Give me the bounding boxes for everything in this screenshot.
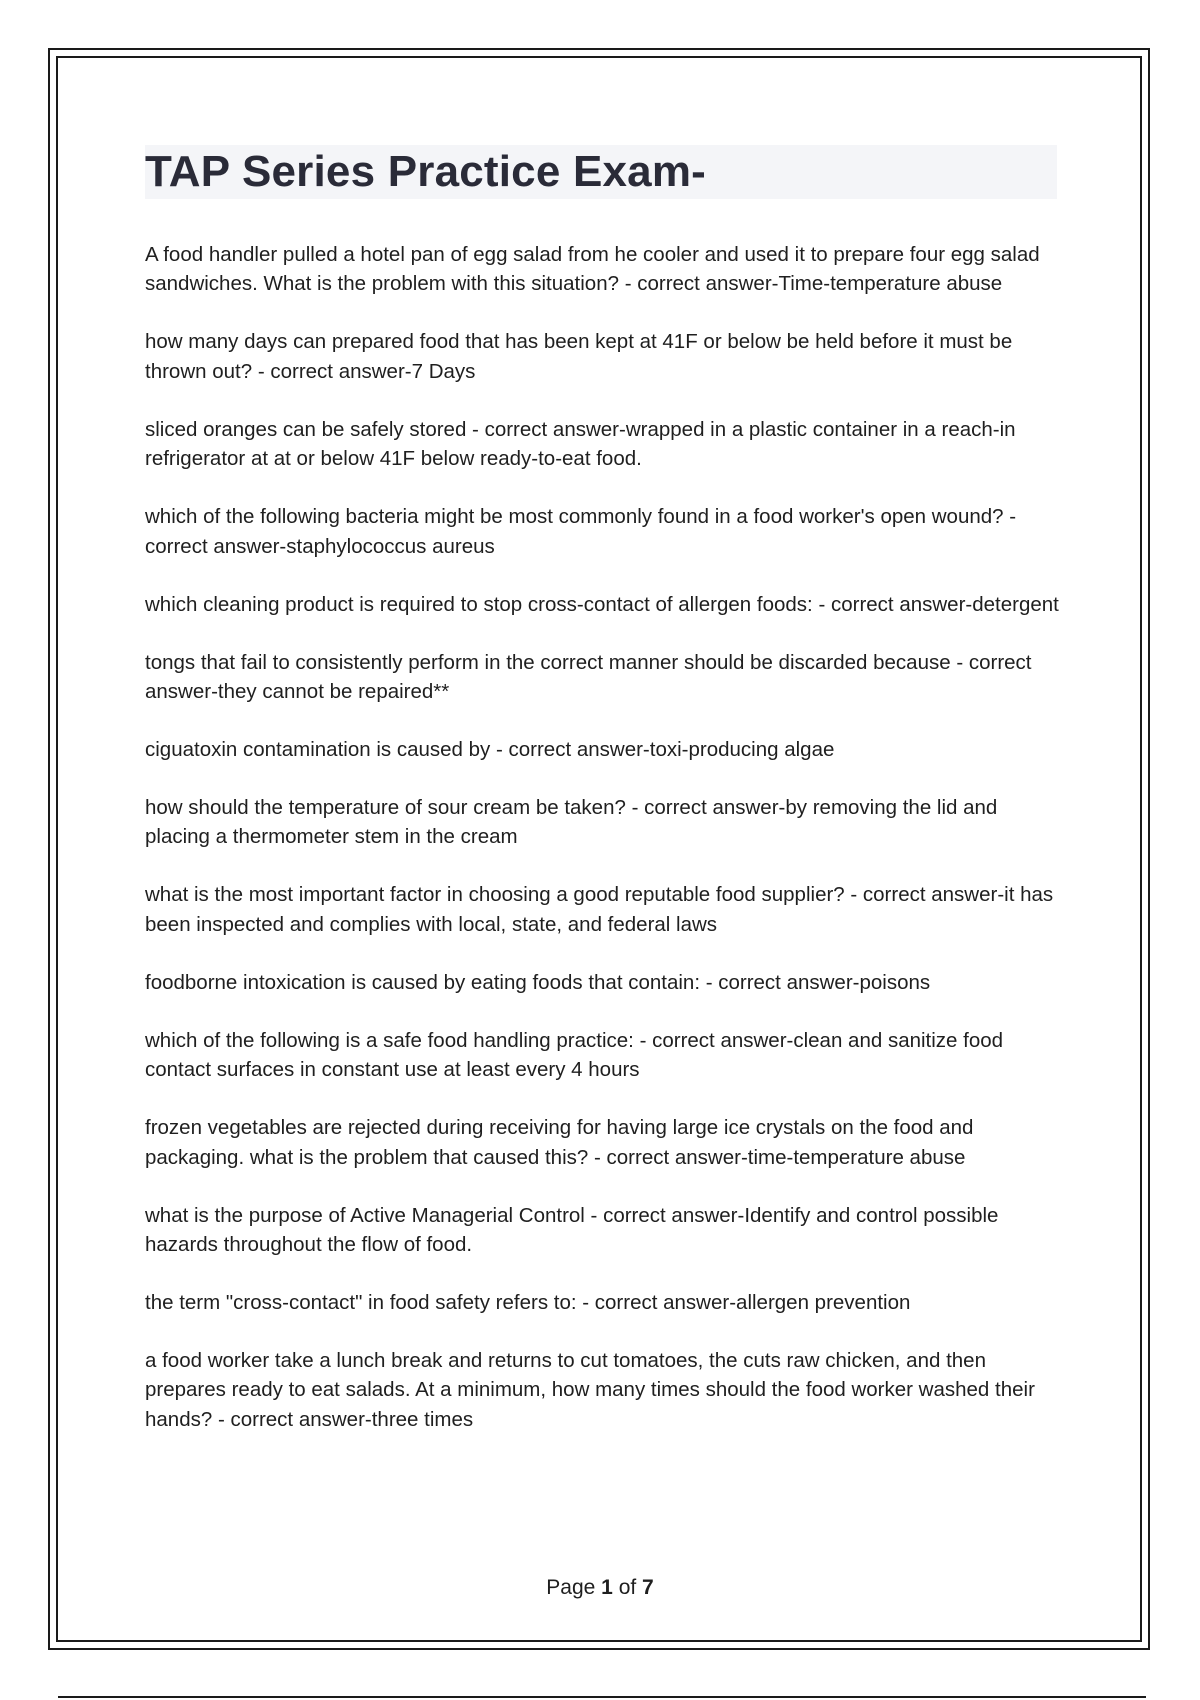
question-item: ciguatoxin contamination is caused by - correct answer-toxi-producing algae (145, 738, 835, 762)
page-of-label: of (618, 1576, 637, 1599)
next-page-edge (58, 1696, 1146, 1698)
question-item: frozen vegetables are rejected during receiving for having large ice crystals on the food and packaging. what is the problem that caused this? - correct answer-time-temperature abuse (145, 1116, 974, 1169)
current-page: 1 (601, 1576, 613, 1599)
question-item: how should the temperature of sour cream be taken? - correct answer-by removing the lid and placing a thermometer stem in the cream (145, 796, 998, 849)
total-pages: 7 (642, 1576, 654, 1599)
question-item: tongs that fail to consistently perform in the correct manner should be discarded because - correct answer-they cannot be repaired** (145, 650, 1032, 704)
question-item: the term "cross-contact" in food safety refers to: - correct answer-allergen prevention (145, 1291, 911, 1315)
question-item: which cleaning product is required to stop cross-contact of allergen foods: - correct answer-detergent (145, 592, 1059, 616)
question-item: A food handler pulled a hotel pan of egg salad from he cooler and used it to prepare four egg salad sandwiches. What is the problem with this situation? - correct answer-Time-temperature abuse (145, 243, 1040, 296)
question-item: a food worker take a lunch break and returns to cut tomatoes, the cuts raw chicken, and then prepares ready to eat salads. At a minimum, how many times should the food worker washed their hands? - correct answer-three times (145, 1349, 1035, 1431)
question-item: foodborne intoxication is caused by eating foods that contain: - correct answer-poisons (145, 970, 931, 994)
question-item: how many days can prepared food that has been kept at 41F or below be held before it must be thrown out? - correct answer-7 Days (145, 330, 1013, 383)
question-item: which of the following is a safe food handling practice: - correct answer-clean and sanitize food contact surfaces in constant use at least every 4 hours (145, 1028, 1004, 1082)
question-item: what is the most important factor in choosing a good reputable food supplier? - correct answer-it has been inspected and complies with local, state, and federal laws (145, 883, 1054, 936)
question-item: which of the following bacteria might be most commonly found in a food worker's open wound? - correct answer-staphylococcus aureus (145, 505, 1017, 558)
document-title: TAP Series Practice Exam- (145, 147, 707, 196)
question-list (145, 240, 1060, 1463)
page-label: Page (546, 1576, 596, 1599)
question-item: sliced oranges can be safely stored - correct answer-wrapped in a plastic container in a reach-in refrigerator at at or below 41F below ready-to-eat food. (145, 417, 1016, 471)
page-number (0, 1576, 1200, 1600)
question-item: what is the purpose of Active Managerial Control - correct answer-Identify and control possible hazards throughout the flow of food. (145, 1203, 999, 1257)
